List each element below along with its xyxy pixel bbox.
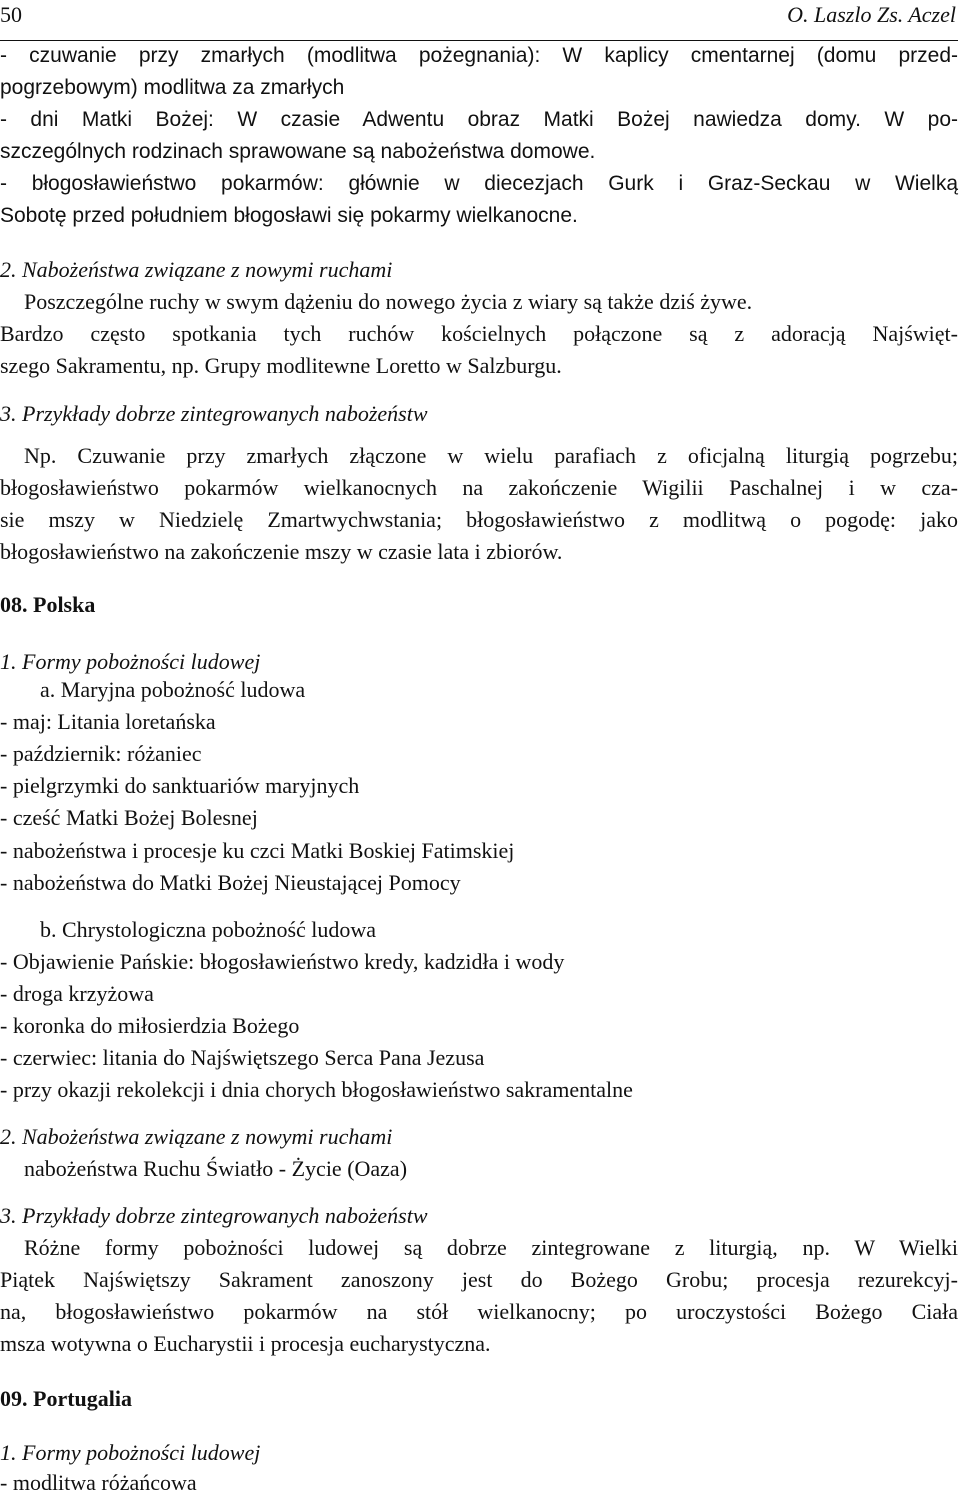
page-number: 50: [0, 2, 22, 27]
list-item: - koronka do miłosierdzia Bożego: [0, 1013, 300, 1038]
list-heading: b. Chrystologiczna pobożność ludowa: [40, 917, 377, 942]
text-line: Sobotę przed południem błogosławi się pokarmy wielkanocne.: [0, 204, 578, 227]
subsection-heading: 1. Formy pobożności ludowej: [0, 1440, 261, 1465]
text-line: - błogosławieństwo pokarmów: głównie w diecezjach Gurk i Graz-Seckau w Wielką: [0, 172, 958, 195]
text-line: pogrzebowym) modlitwa za zmarłych: [0, 76, 345, 99]
list-item: - nabożeństwa do Matki Bożej Nieustającej Pomocy: [0, 870, 461, 895]
section-heading-portugalia: 09. Portugalia: [0, 1386, 132, 1411]
list-heading: a. Maryjna pobożność ludowa: [40, 677, 306, 702]
list-item: - nabożeństwa i procesje ku czci Matki Boskiej Fatimskiej: [0, 838, 515, 863]
text-line: na, błogosławieństwo pokarmów na stół wielkanocny; po uroczystości Bożego Ciała: [0, 1299, 958, 1324]
text-line: Piątek Najświętszy Sakrament zanoszony jest do Bożego Grobu; procesja rezurekcyj-: [0, 1267, 958, 1292]
subsection-heading: 1. Formy pobożności ludowej: [0, 649, 261, 674]
text-line: - czuwanie przy zmarłych (modlitwa pożegnania): W kaplicy cmentarnej (domu przed-: [0, 44, 958, 67]
list-item: - Objawienie Pańskie: błogosławieństwo kredy, kadzidła i wody: [0, 949, 565, 974]
subsection-heading: 2. Nabożeństwa związane z nowymi ruchami: [0, 257, 393, 282]
page-header: [0, 0, 958, 40]
list-item: - czerwiec: litania do Najświętszego Serca Pana Jezusa: [0, 1045, 485, 1070]
text-line: - dni Matki Bożej: W czasie Adwentu obraz Matki Bożej nawiedza domy. W po-: [0, 108, 958, 131]
text-line: sie mszy w Niedzielę Zmartwychwstania; błogosławieństwo z modlitwą o pogodę: jako: [0, 507, 958, 532]
list-item: - cześć Matki Bożej Bolesnej: [0, 805, 258, 830]
list-item: - modlitwa różańcowa: [0, 1470, 197, 1495]
text-line: Różne formy pobożności ludowej są dobrze zintegrowane z liturgią, np. W Wielki: [24, 1235, 958, 1260]
text-line: szego Sakramentu, np. Grupy modlitewne Loretto w Salzburgu.: [0, 353, 562, 378]
subsection-heading: 3. Przykłady dobrze zintegrowanych nabożeństw: [0, 1203, 428, 1228]
text-line: błogosławieństwo na zakończenie mszy w czasie lata i zbiorów.: [0, 539, 563, 564]
running-author: O. Laszlo Zs. Aczel: [787, 2, 956, 27]
text-line: Np. Czuwanie przy zmarłych złączone w wielu parafiach z oficjalną liturgią pogrzebu;: [24, 443, 958, 468]
subsection-heading: 3. Przykłady dobrze zintegrowanych nabożeństw: [0, 401, 428, 426]
text-line: nabożeństwa Ruchu Światło - Życie (Oaza): [24, 1156, 408, 1181]
list-item: - droga krzyżowa: [0, 981, 154, 1006]
list-item: - październik: różaniec: [0, 741, 202, 766]
subsection-heading: 2. Nabożeństwa związane z nowymi ruchami: [0, 1124, 393, 1149]
section-heading-polska: 08. Polska: [0, 592, 96, 617]
text-line: Bardzo często spotkania tych ruchów kościelnych połączone są z adoracją Najświęt-: [0, 321, 958, 346]
header-rule: [0, 40, 958, 41]
text-line: msza wotywna o Eucharystii i procesja eucharystyczna.: [0, 1331, 491, 1356]
list-item: - pielgrzymki do sanktuariów maryjnych: [0, 773, 360, 798]
list-item: - maj: Litania loretańska: [0, 709, 216, 734]
text-line: błogosławieństwo pokarmów wielkanocnych na zakończenie Wigilii Paschalnej i w cza-: [0, 475, 958, 500]
text-line: Poszczególne ruchy w swym dążeniu do nowego życia z wiary są także dziś żywe.: [24, 289, 753, 314]
list-item: - przy okazji rekolekcji i dnia chorych błogosławieństwo sakramentalne: [0, 1077, 633, 1102]
text-line: szczególnych rodzinach sprawowane są nabożeństwa domowe.: [0, 140, 596, 163]
